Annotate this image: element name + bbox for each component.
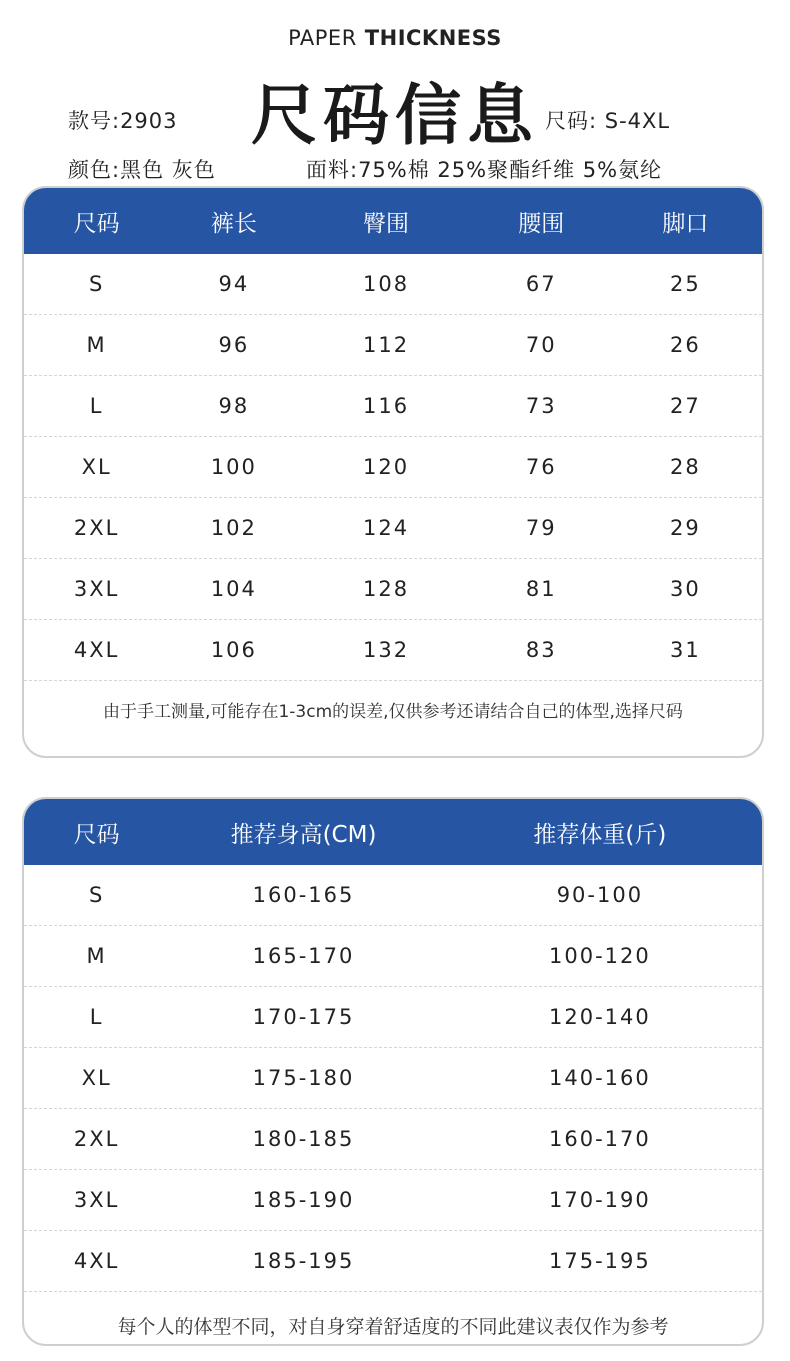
measurement-table: [22, 186, 764, 758]
eyebrow-light: PAPER: [288, 26, 357, 50]
table-cell: 175-195: [549, 1249, 651, 1273]
table-cell: 90-100: [556, 883, 644, 907]
table-cell: 98: [218, 394, 250, 418]
table-cell: 124: [362, 516, 410, 540]
table-cell: L: [89, 1005, 104, 1029]
table-cell: 94: [218, 272, 250, 296]
table-cell: 79: [525, 516, 557, 540]
header-cell: 推荐身高(CM): [230, 821, 377, 848]
table-cell: 83: [525, 638, 557, 662]
table-cell: XL: [81, 455, 112, 479]
table-row: [24, 620, 762, 681]
table-row: [24, 315, 762, 376]
eyebrow-bold: THICKNESS: [364, 26, 502, 50]
table-cell: 132: [362, 638, 410, 662]
table-cell: 120: [362, 455, 410, 479]
table-cell: 76: [525, 455, 557, 479]
color-info: 颜色:黑色 灰色: [68, 158, 216, 182]
table-cell: S: [88, 883, 105, 907]
table-cell: 128: [362, 577, 410, 601]
measurement-table-header: [24, 188, 762, 254]
table-cell: 70: [525, 333, 557, 357]
table-row: [24, 1170, 762, 1231]
table-cell: 104: [210, 577, 257, 601]
fabric-info: 面料:75%棉 25%聚酯纤维 5%氨纶: [306, 158, 663, 182]
header-cell: 尺码: [73, 821, 120, 848]
table-cell: 140-160: [549, 1066, 651, 1090]
table-row: [24, 1048, 762, 1109]
table-cell: 28: [670, 455, 701, 479]
table-cell: 108: [362, 272, 410, 296]
table-row: [24, 376, 762, 437]
table-cell: 180-185: [252, 1127, 355, 1151]
recommendation-table-header: [24, 799, 762, 865]
table-row: [24, 498, 762, 559]
table-cell: 165-170: [252, 944, 355, 968]
table-cell: 3XL: [73, 577, 120, 601]
table-cell: M: [86, 944, 107, 968]
page-title: 尺码信息: [251, 77, 539, 154]
table-row: [24, 865, 762, 926]
table-cell: 100: [210, 455, 257, 479]
table-cell: M: [86, 333, 107, 357]
measurement-note: 由于手工测量,可能存在1-3cm的误差,仅供参考还请结合自己的体型,选择尺码: [103, 702, 683, 722]
header-cell: 推荐体重(斤): [533, 821, 667, 848]
size-range: 尺码: S-4XL: [545, 109, 671, 133]
table-cell: 30: [670, 577, 701, 601]
table-cell: 4XL: [73, 1249, 120, 1273]
table-cell: 102: [210, 516, 257, 540]
table-cell: 120-140: [549, 1005, 651, 1029]
header-cell: 脚口: [662, 210, 709, 237]
table-cell: 25: [670, 272, 701, 296]
recommendation-rows: [24, 865, 762, 1292]
recommendation-note: 每个人的体型不同，对自身穿着舒适度的不同此建议表仅作为参考: [117, 1316, 669, 1338]
header-cell: 裤长: [210, 210, 257, 237]
table-cell: 27: [670, 394, 701, 418]
recommendation-table: [22, 797, 764, 1346]
table-cell: 170-190: [549, 1188, 651, 1212]
table-cell: 185-195: [252, 1249, 355, 1273]
table-row: [24, 1109, 762, 1170]
table-cell: 160-165: [252, 883, 355, 907]
style-number: 款号:2903: [68, 109, 178, 133]
header-cell: 尺码: [73, 210, 120, 237]
table-row: [24, 987, 762, 1048]
header-cell: 腰围: [518, 210, 565, 237]
table-cell: 116: [362, 394, 410, 418]
table-cell: 4XL: [73, 638, 120, 662]
table-cell: 112: [362, 333, 410, 357]
table-cell: 73: [525, 394, 557, 418]
table-cell: 26: [670, 333, 701, 357]
table-cell: 170-175: [252, 1005, 355, 1029]
table-cell: 96: [218, 333, 250, 357]
table-cell: 3XL: [73, 1188, 120, 1212]
table-row: [24, 926, 762, 987]
table-cell: 31: [670, 638, 701, 662]
table-cell: 185-190: [252, 1188, 355, 1212]
table-row: [24, 559, 762, 620]
table-cell: S: [88, 272, 105, 296]
table-cell: 67: [525, 272, 557, 296]
table-cell: 160-170: [549, 1127, 651, 1151]
table-cell: XL: [81, 1066, 112, 1090]
table-cell: 81: [525, 577, 557, 601]
eyebrow-title: [0, 26, 790, 50]
table-cell: L: [89, 394, 104, 418]
table-cell: 100-120: [549, 944, 651, 968]
table-cell: 2XL: [73, 516, 120, 540]
table-row: [24, 254, 762, 315]
measurement-rows: [24, 254, 762, 681]
header-cell: 臀围: [363, 210, 410, 237]
table-row: [24, 437, 762, 498]
table-cell: 175-180: [252, 1066, 355, 1090]
table-cell: 2XL: [73, 1127, 120, 1151]
table-cell: 106: [210, 638, 257, 662]
table-cell: 29: [670, 516, 701, 540]
table-row: [24, 1231, 762, 1292]
